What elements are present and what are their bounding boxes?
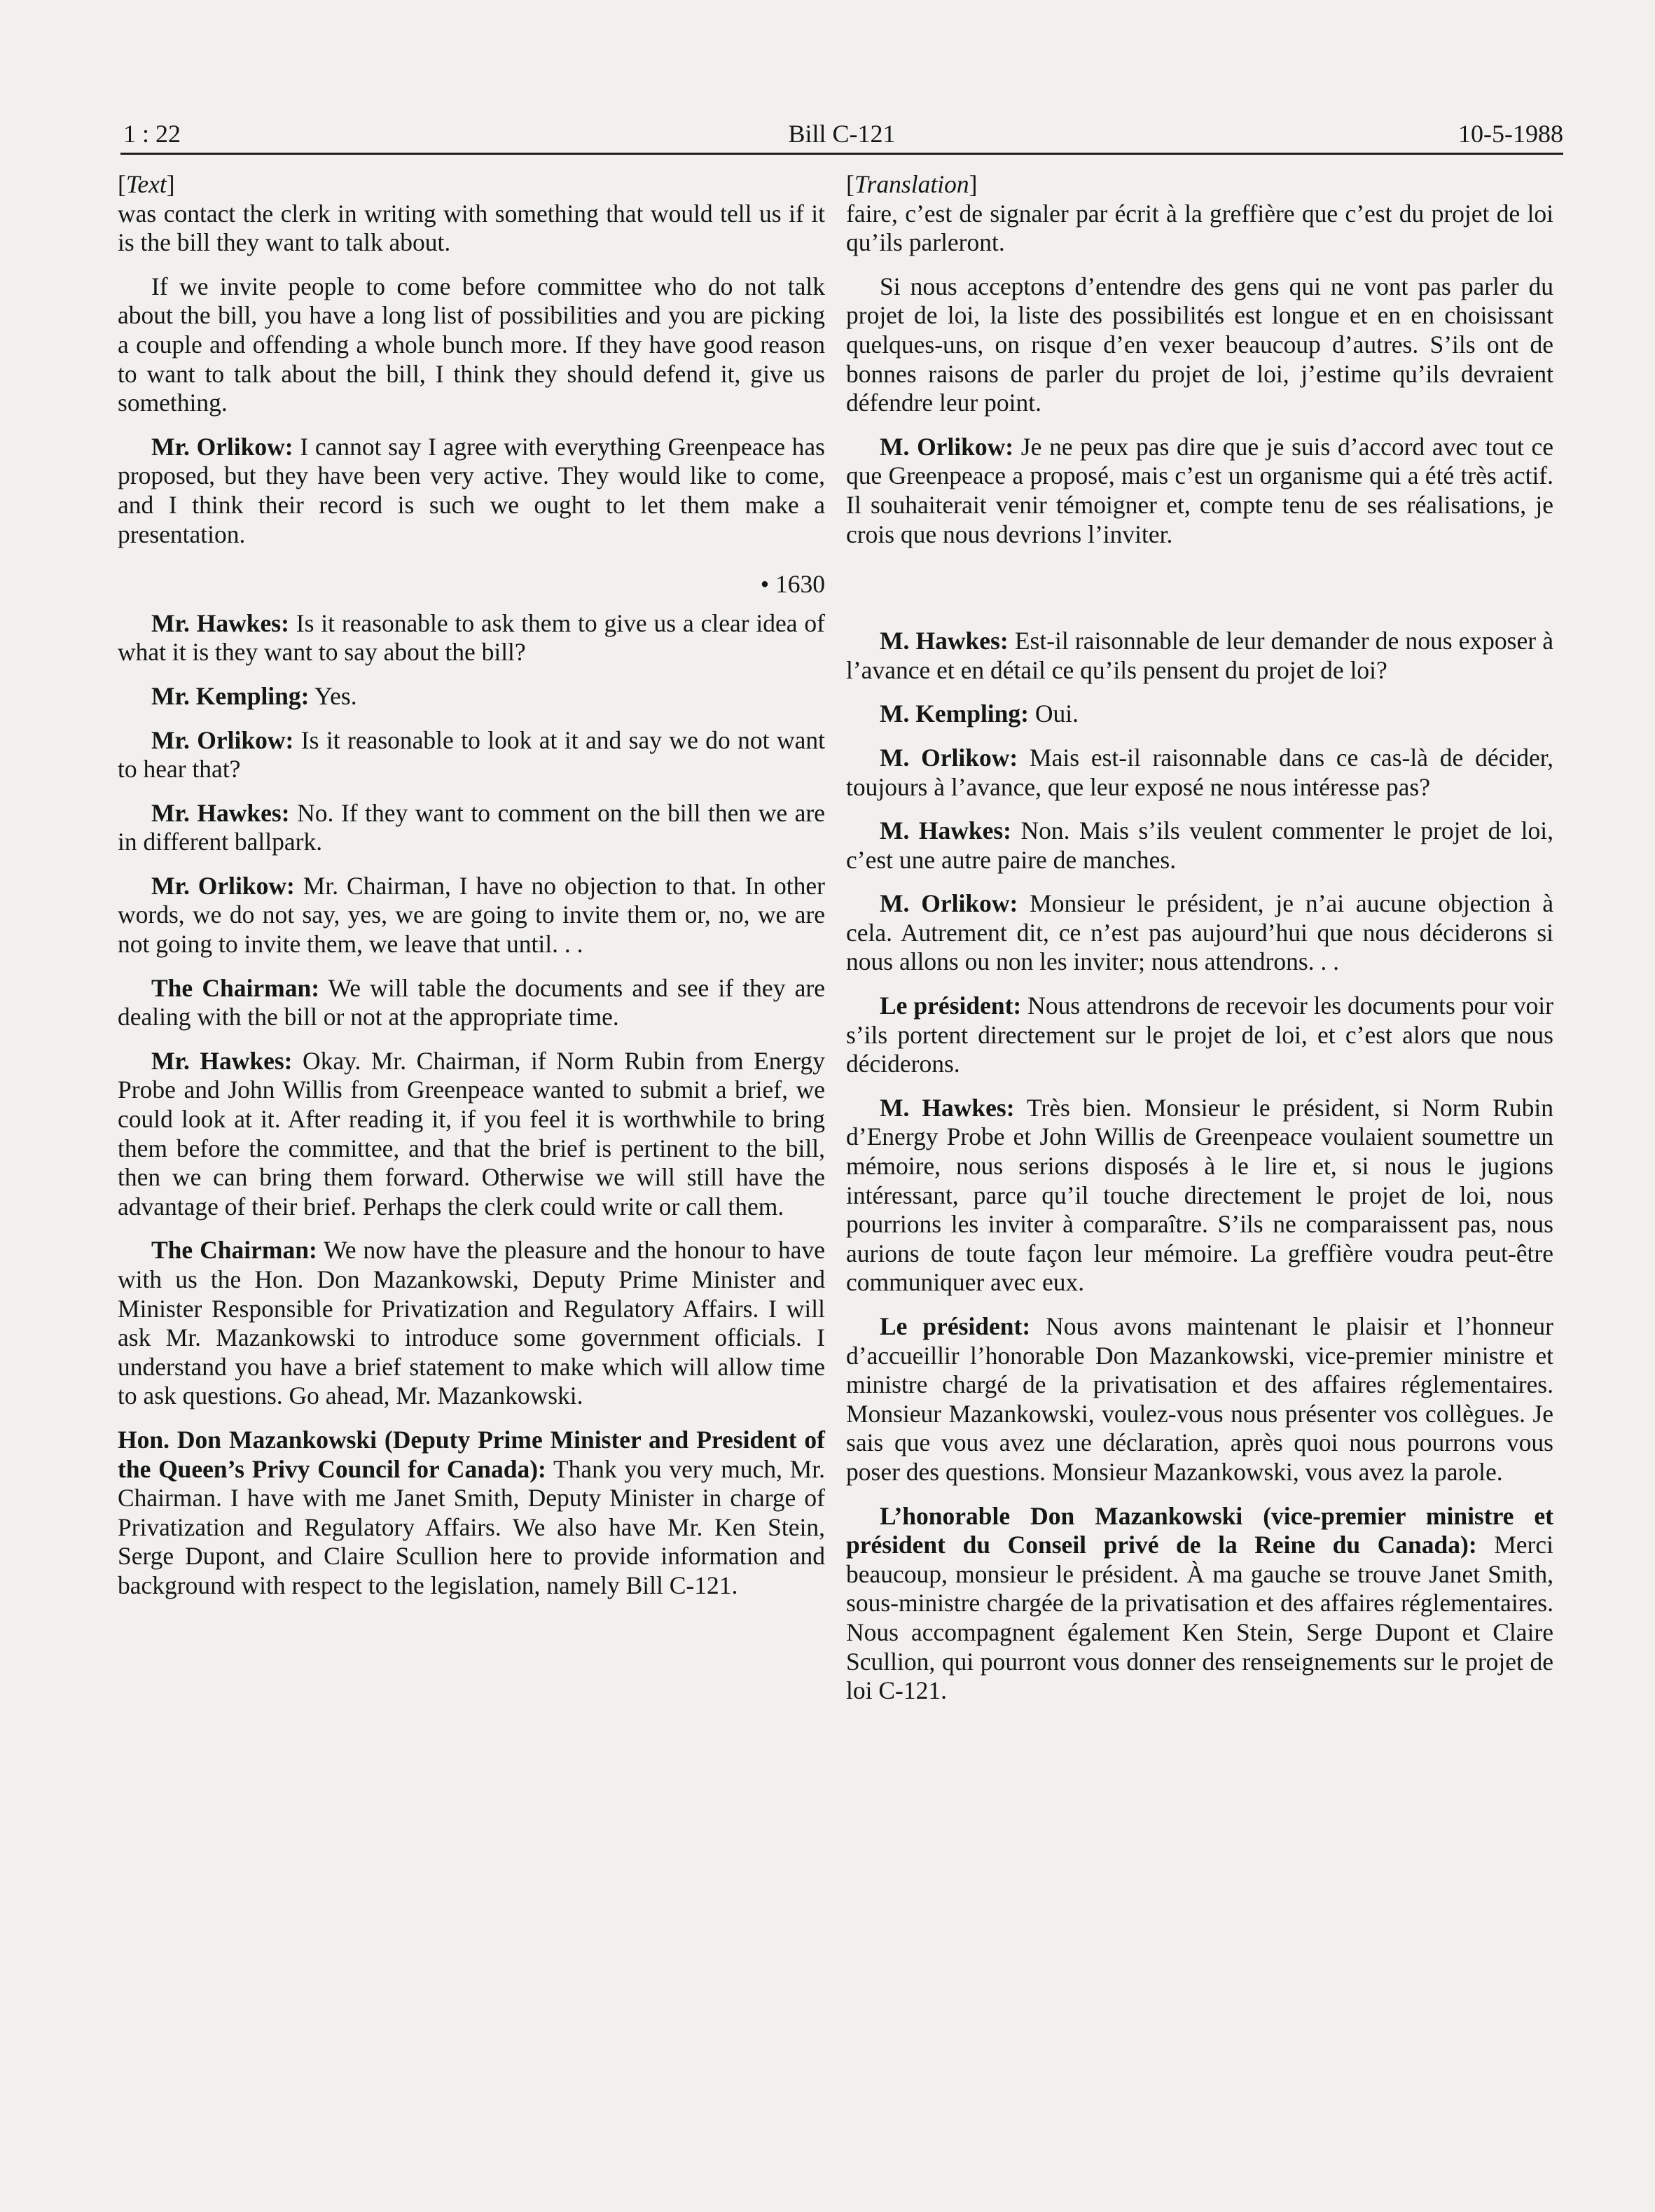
bill-title: Bill C-121 [788,120,896,148]
speech-text: Nous attendrons de recevoir les documents pour voir s’ils portent directement sur le projet de loi, et c’est alors que nous déciderons. [846,992,1553,1078]
speaker-name: Mr. Hawkes: [151,608,289,637]
speech-text: Oui. [1028,700,1079,728]
speaker-name: M. Orlikow: [880,889,1018,918]
speech-paragraph [846,889,1553,977]
speech-text: Très bien. Monsieur le président, si Norm Rubin d’Energy Probe et John Willis de Greenpeace voulaient soumettre un mémoire, nous serions disposés à le lire et, si nous le jugions intéressant, parce qu’il touche directement le projet de loi, nous pourrions les inviter à comparaître. S’ils ne comparaissent pas, nous aurions de toute façon leur mémoire. La greffière voudra peut-être communiquer avec eux. [846,1093,1553,1297]
speaker-name: L’honorable Don Mazankowski (vice-premier ministre et président du Conseil privé de la Reine du Canada): [846,1501,1553,1559]
speech-text: No. If they want to comment on the bill then we are in different ballpark. [118,798,825,856]
speech-text: Nous avons maintenant le plaisir et l’honneur d’accueillir l’honorable Don Mazankowski, vice-premier ministre et ministre chargé de la privatisation et des affaires réglementaires. Monsieur Mazankowski, voulez-vous nous présenter vos collègues. Je sais que vous avez une déclaration, après quoi nous pourrons vous poser des questions. Monsieur Mazankowski, vous avez la parole. [846,1312,1553,1486]
speaker-name: Mr. Hawkes: [151,1046,293,1075]
speech-paragraph [118,609,825,667]
speaker-name: The Chairman: [151,973,320,1002]
speech-paragraph [118,872,825,959]
speech-text: Mais est-il raisonnable dans ce cas-là de décider, toujours à l’avance, que leur exposé ne nous intéresse pas? [846,743,1553,801]
speech-paragraph [846,1094,1553,1298]
speech-paragraph [846,433,1553,549]
speech-text: Merci beaucoup, monsieur le président. À ma gauche se trouve Janet Smith, sous-ministre chargée de la privatisation et des affaires réglementaires. Nous accompagnent également Ken Stein, Serge Dupont et Claire Scullion, qui pourront vous donner des renseignements sur le projet de loi C-121. [846,1531,1553,1705]
column-label: [ Text ] [118,170,825,200]
speaker-name: Le président: [880,992,1022,1020]
speaker-name: M. Hawkes: [880,627,1009,655]
paragraph: was contact the clerk in writing with something that would tell us if it is the bill they want to talk about. [118,199,825,257]
speaker-name: M. Hawkes: [880,816,1011,845]
speech-text: Thank you very much, Mr. Chairman. I have with me Janet Smith, Deputy Minister in charge of Privatization and Regulatory Affairs. We also have Mr. Ken Stein, Serge Dupont, and Claire Scullion here to provide information and background with respect to the legislation, namely Bill C-121. [118,1454,825,1599]
speech-paragraph [118,726,825,784]
speech-paragraph [846,744,1553,802]
speech-text: We will table the documents and see if they are dealing with the bill or not at the appropriate time. [118,973,825,1031]
paragraph: Si nous acceptons d’entendre des gens qui ne vont pas parler du projet de loi, la liste des possibilités est longue et en en choisissant quelques-uns, on risque d’en vexer beaucoup d’autres. S’ils ont de bonnes raisons de parler du projet de loi, j’estime qu’ils devraient défendre leur point. [846,272,1553,417]
speaker-name: Mr. Kempling: [151,681,310,710]
speech-text: Okay. Mr. Chairman, if Norm Rubin from Energy Probe and John Willis from Greenpeace wanted to submit a brief, we could look at it. After reading it, if you feel it is worthwhile to bring them before the committee, and that the brief is pertinent to the bill, then we can bring them forward. Otherwise we will still have the advantage of their brief. Perhaps the clerk could write or call them. [118,1046,825,1220]
speaker-name: Le président: [880,1312,1031,1340]
speech-text: We now have the pleasure and the honour to have with us the Hon. Don Mazankowski, Deputy Prime Minister and Minister Responsible for Privatization and Regulatory Affairs. I will ask Mr. Mazankowski to introduce some government officials. I understand you have a brief statement to make which will allow time to ask questions. Go ahead, Mr. Mazankowski. [118,1236,825,1410]
speaker-name: Hon. Don Mazankowski (Deputy Prime Minister and President of the Queen’s Privy Council for Canada): [118,1425,825,1483]
speech-text: Monsieur le président, je n’ai aucune objection à cela. Autrement dit, ce n’est pas aujourd’hui que nous déciderons si nous allons ou non les inviter; nous attendrons. . . [846,889,1553,976]
speech-paragraph [846,992,1553,1079]
speech-paragraph [846,700,1553,729]
speech-paragraph [846,816,1553,875]
speaker-name: M. Orlikow: [880,432,1014,461]
speaker-name: M. Orlikow: [880,743,1018,772]
speech-text: Non. Mais s’ils veulent commenter le projet de loi, c’est une autre paire de manches. [846,816,1553,874]
speaker-name: Mr. Hawkes: [151,798,290,827]
speech-text: Je ne peux pas dire que je suis d’accord avec tout ce que Greenpeace a proposé, mais c’est un organisme qui a été très actif. Il souhaiterait venir témoigner et, compte tenu de ses réalisations, je crois que nous devrions l’inviter. [846,432,1554,548]
speech-paragraph [118,1236,825,1411]
page-header [120,118,1563,155]
speaker-name: The Chairman: [151,1236,317,1265]
speech-text: Is it reasonable to ask them to give us a clear idea of what it is they want to say about the bill? [118,608,825,667]
speech-paragraph [846,627,1553,685]
speaker-name: M. Hawkes: [880,1093,1015,1122]
document-date: 10-5-1988 [1458,120,1563,148]
speech-text: I cannot say I agree with everything Greenpeace has proposed, but they have been very active. They would like to come, and I think their record is such we ought to let them make a presentation. [118,432,825,548]
speech-text: Mr. Chairman, I have no objection to that. In other words, we do not say, yes, we are going to invite them or, no, we are not going to invite them, we leave that until. . . [118,871,825,959]
english-column [118,170,825,1615]
speech-paragraph [118,1426,825,1601]
speaker-name: Mr. Orlikow: [151,432,293,461]
french-column [846,170,1553,1720]
speech-text: Is it reasonable to look at it and say we do not want to hear that? [118,725,825,784]
speech-paragraph [118,682,825,711]
speech-text: Yes. [309,681,357,710]
speech-paragraph [846,1312,1553,1487]
time-stamp: • 1630 [760,570,825,599]
speech-paragraph [118,433,825,549]
speech-paragraph [846,1502,1553,1706]
paragraph: If we invite people to come before committee who do not talk about the bill, you have a long list of possibilities and you are picking a couple and offending a whole bunch more. If they have good reason to want to talk about the bill, I think they should defend it, give us something. [118,272,825,417]
speech-paragraph [118,799,825,857]
page-number: 1 : 22 [123,120,181,148]
speech-paragraph [118,974,825,1032]
speaker-name: M. Kempling: [880,700,1029,728]
column-label: [ Translation ] [846,170,1553,200]
speech-text: Est-il raisonnable de leur demander de nous exposer à l’avance et en détail ce qu’ils pensent du projet de loi? [846,627,1553,684]
speech-paragraph [118,1047,825,1222]
spacer [846,564,1553,627]
speaker-name: Mr. Orlikow: [151,725,294,754]
paragraph: faire, c’est de signaler par écrit à la greffière que c’est du projet de loi qu’ils parleront. [846,199,1553,257]
speaker-name: Mr. Orlikow: [151,871,295,900]
